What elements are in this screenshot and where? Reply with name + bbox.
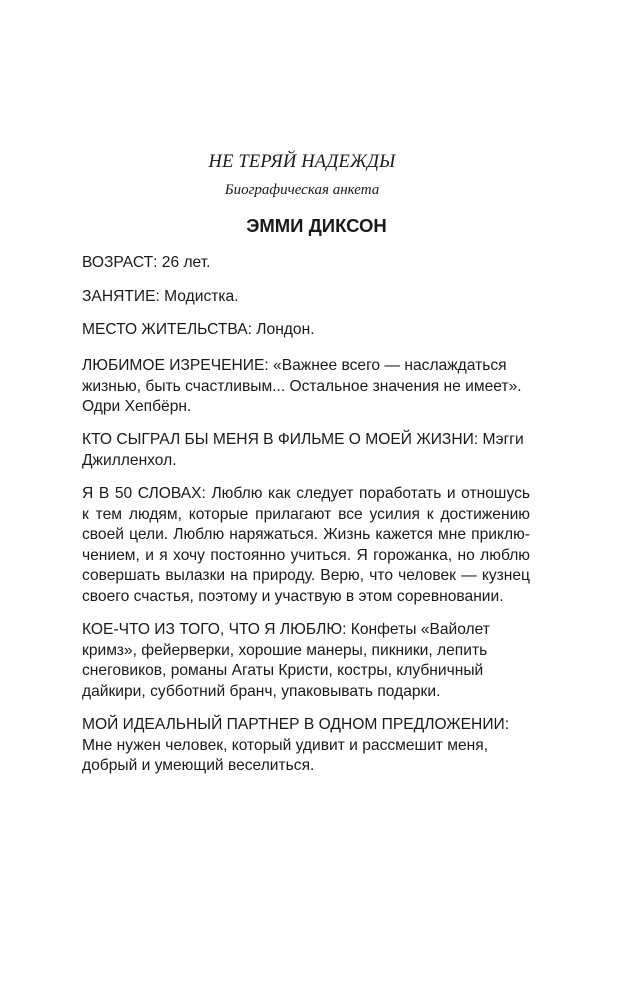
- entry-occupation: [82, 287, 532, 308]
- entry-line: кримз», фейерверки, хорошие манеры, пикники, лепить: [82, 641, 488, 659]
- series-title: НЕ ТЕРЯЙ НАДЕЖДЫ: [208, 152, 396, 172]
- entry-line: к тем людям, которые прилагают все усилия к достижению: [82, 505, 530, 523]
- entry-line: Одри Хепбёрн.: [82, 398, 192, 416]
- entry-line: своей цели. Люблю наряжаться. Жизнь кажется мне приклю-: [82, 526, 530, 544]
- entry-line: МЕСТО ЖИТЕЛЬСТВА: Лондон.: [82, 321, 315, 338]
- entry-line: жизнью, быть счастливым... Остальное значения не имеет».: [82, 377, 522, 395]
- entry-residence: [82, 320, 532, 341]
- entry-line: ВОЗРАСТ: 26 лет.: [82, 254, 211, 271]
- entry-favorite-quote: [82, 356, 532, 418]
- entry-line: чением, и я хочу постоянно учиться. Я горожанка, но люблю: [82, 546, 530, 564]
- entry-line: добрый и умеющий веселиться.: [82, 757, 315, 775]
- person-name: ЭММИ ДИКСОН: [246, 215, 387, 236]
- entry-line: снеговиков, романы Агаты Кристи, костры, клубничный: [82, 662, 484, 680]
- entry-line: ЛЮБИМОЕ ИЗРЕЧЕНИЕ: «Важнее всего — наслаждаться: [82, 357, 507, 374]
- entry-line: КТО СЫГРАЛ БЫ МЕНЯ В ФИЛЬМЕ О МОЕЙ ЖИЗНИ: Мэгги: [82, 431, 524, 448]
- entry-line: Я В 50 СЛОВАХ: Люблю как следует поработать и отношусь: [82, 485, 530, 502]
- entry-line: дайкири, субботний бранч, упаковывать подарки.: [82, 682, 441, 700]
- entry-line: ЗАНЯТИЕ: Модистка.: [82, 288, 239, 305]
- series-subtitle: Биографическая анкета: [224, 182, 380, 198]
- entry-fifty-words: [82, 484, 532, 608]
- entry-line: МОЙ ИДЕАЛЬНЫЙ ПАРТНЕР В ОДНОМ ПРЕДЛОЖЕНИИ:: [82, 716, 510, 733]
- entry-likes: [82, 620, 532, 702]
- entry-line: КОЕ-ЧТО ИЗ ТОГО, ЧТО Я ЛЮБЛЮ: Конфеты «Вайолет: [82, 621, 490, 638]
- entry-line: Джилленхол.: [82, 451, 177, 469]
- entry-line: своего счастья, поэтому и участвую в этом соревновании.: [82, 587, 504, 605]
- entry-film-actor: [82, 430, 532, 471]
- entry-age: [82, 253, 532, 274]
- entry-ideal-partner: [82, 715, 532, 777]
- entry-line: совершать вылазки на природу. Верю, что человек — кузнец: [82, 567, 530, 585]
- entry-line: Мне нужен человек, который удивит и рассмешит меня,: [82, 736, 489, 754]
